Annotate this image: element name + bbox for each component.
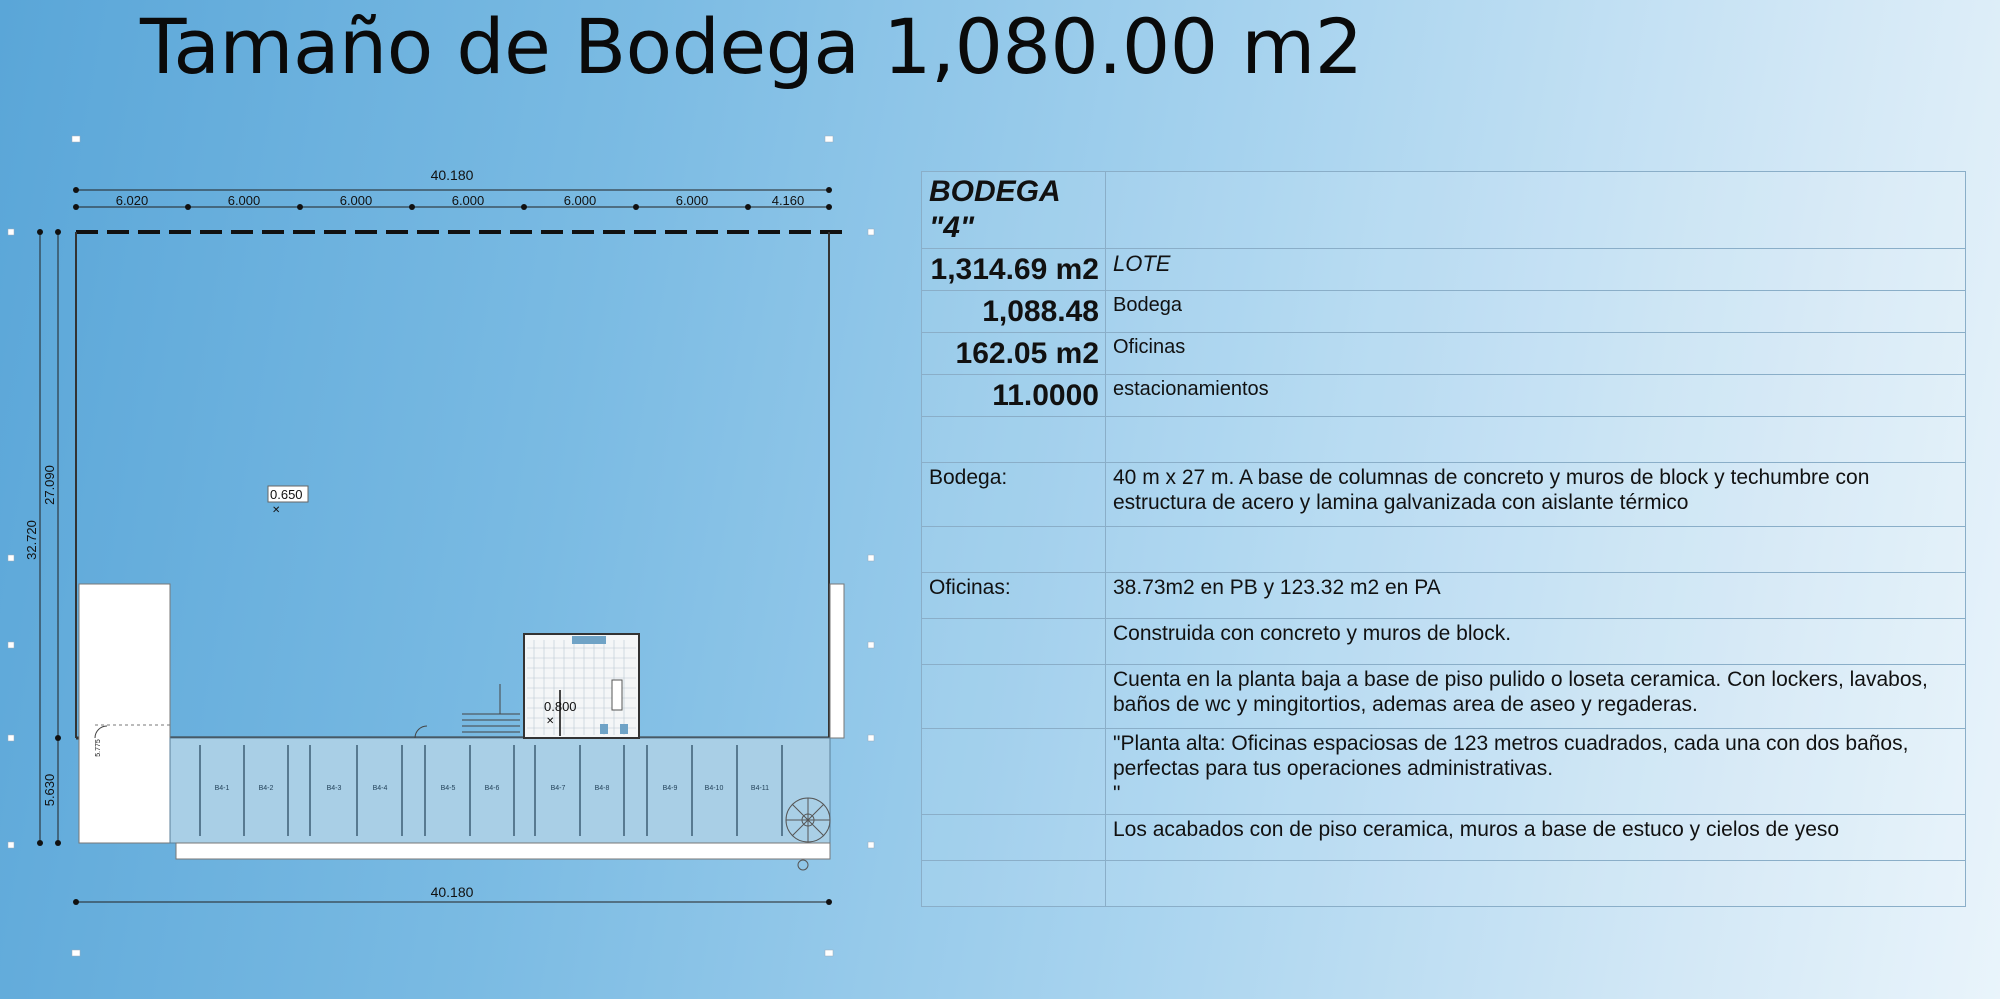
dim-top-segment: 6.000 xyxy=(451,193,485,208)
row-text: Los acabados con de piso ceramica, muros a base de estuco y cielos de yeso xyxy=(1106,815,1966,861)
table-row xyxy=(922,619,1966,665)
parking-label: B4-8 xyxy=(594,785,610,792)
dim-left-outer: 32.720 xyxy=(24,520,39,560)
lote-value: 1,314.69 m2 xyxy=(922,249,1106,291)
dim-top-segment: 6.000 xyxy=(339,193,373,208)
table-row xyxy=(922,527,1966,573)
row-key xyxy=(922,665,1106,729)
dim-top-segment: 6.000 xyxy=(675,193,709,208)
estacionamientos-label: estacionamientos xyxy=(1106,375,1966,417)
table-row xyxy=(922,463,1966,527)
table-row xyxy=(922,291,1966,333)
plan-left-block xyxy=(79,584,170,843)
row-key xyxy=(922,815,1106,861)
row-text xyxy=(1106,417,1966,463)
dim-small: 5.775 xyxy=(95,739,102,757)
row-key xyxy=(922,619,1106,665)
row-text xyxy=(1106,861,1966,907)
lote-label: LOTE xyxy=(1106,249,1966,291)
row-text xyxy=(1106,527,1966,573)
parking-label: B4-6 xyxy=(484,785,500,792)
bodega-label: Bodega xyxy=(1106,291,1966,333)
row-key: Bodega: xyxy=(922,463,1106,527)
title-bold: Tamaño xyxy=(140,2,433,91)
dim-top-segment: 4.160 xyxy=(771,193,805,208)
row-key xyxy=(922,527,1106,573)
dim-top-segment: 6.020 xyxy=(115,193,149,208)
parking-label: B4-1 xyxy=(214,785,230,792)
table-header-row xyxy=(922,172,1966,249)
office-block xyxy=(524,634,639,738)
bodega-value: 1,088.48 xyxy=(922,291,1106,333)
row-key xyxy=(922,729,1106,815)
parking-label: B4-5 xyxy=(440,785,456,792)
dim-top-segment: 6.000 xyxy=(227,193,261,208)
oficinas-value: 162.05 m2 xyxy=(922,333,1106,375)
table-row xyxy=(922,333,1966,375)
row-key xyxy=(922,417,1106,463)
table-header: BODEGA "4" xyxy=(922,172,1106,249)
row-text: 40 m x 27 m. A base de columnas de concreto y muros de block y techumbre con estructura de acero y lamina galvanizada con aislante térmico xyxy=(1106,463,1966,527)
title-rest: de Bodega 1,080.00 m2 xyxy=(432,2,1363,91)
dim-bottom-total: 40.180 xyxy=(430,884,474,900)
row-text: 38.73m2 en PB y 123.32 m2 en PA xyxy=(1106,573,1966,619)
table-row xyxy=(922,417,1966,463)
dim-top-segment: 6.000 xyxy=(563,193,597,208)
level-main-marker: ✕ xyxy=(272,505,281,516)
row-text: Construida con concreto y muros de block. xyxy=(1106,619,1966,665)
parking-label: B4-9 xyxy=(662,785,678,792)
parking-label: B4-7 xyxy=(550,785,566,792)
specs-table xyxy=(921,171,1966,907)
parking-label: B4-4 xyxy=(372,785,388,792)
parking-label: B4-11 xyxy=(750,785,770,792)
dim-left-lower: 5.630 xyxy=(42,773,57,807)
table-row xyxy=(922,665,1966,729)
parking-label: B4-3 xyxy=(326,785,342,792)
row-text: "Planta alta: Oficinas espaciosas de 123 metros cuadrados, cada una con dos baños, perfectas para tus operaciones administrativas. " xyxy=(1106,729,1966,815)
level-office-marker: ✕ xyxy=(546,716,555,727)
table-header-empty xyxy=(1106,172,1966,249)
parking-label: B4-2 xyxy=(258,785,274,792)
table-row xyxy=(922,573,1966,619)
table-row xyxy=(922,375,1966,417)
dim-top-total: 40.180 xyxy=(430,167,474,183)
level-main: 0.650 xyxy=(270,487,303,502)
table-row xyxy=(922,861,1966,907)
table-row xyxy=(922,815,1966,861)
estacionamientos-value: 11.0000 xyxy=(922,375,1106,417)
plan-right-strip xyxy=(830,584,844,738)
dim-left-inner: 27.090 xyxy=(42,465,57,505)
oficinas-label: Oficinas xyxy=(1106,333,1966,375)
floor-plan xyxy=(0,0,900,999)
row-text: Cuenta en la planta baja a base de piso pulido o loseta ceramica. Con lockers, lavabos, baños de wc y mingitortios, ademas area de aseo y regaderas. xyxy=(1106,665,1966,729)
table-row xyxy=(922,249,1966,291)
row-key: Oficinas: xyxy=(922,573,1106,619)
row-key xyxy=(922,861,1106,907)
table-row xyxy=(922,729,1966,815)
parking-label: B4-10 xyxy=(704,785,724,792)
plan-sidewalk xyxy=(176,843,830,859)
level-office: 0.800 xyxy=(544,699,577,714)
